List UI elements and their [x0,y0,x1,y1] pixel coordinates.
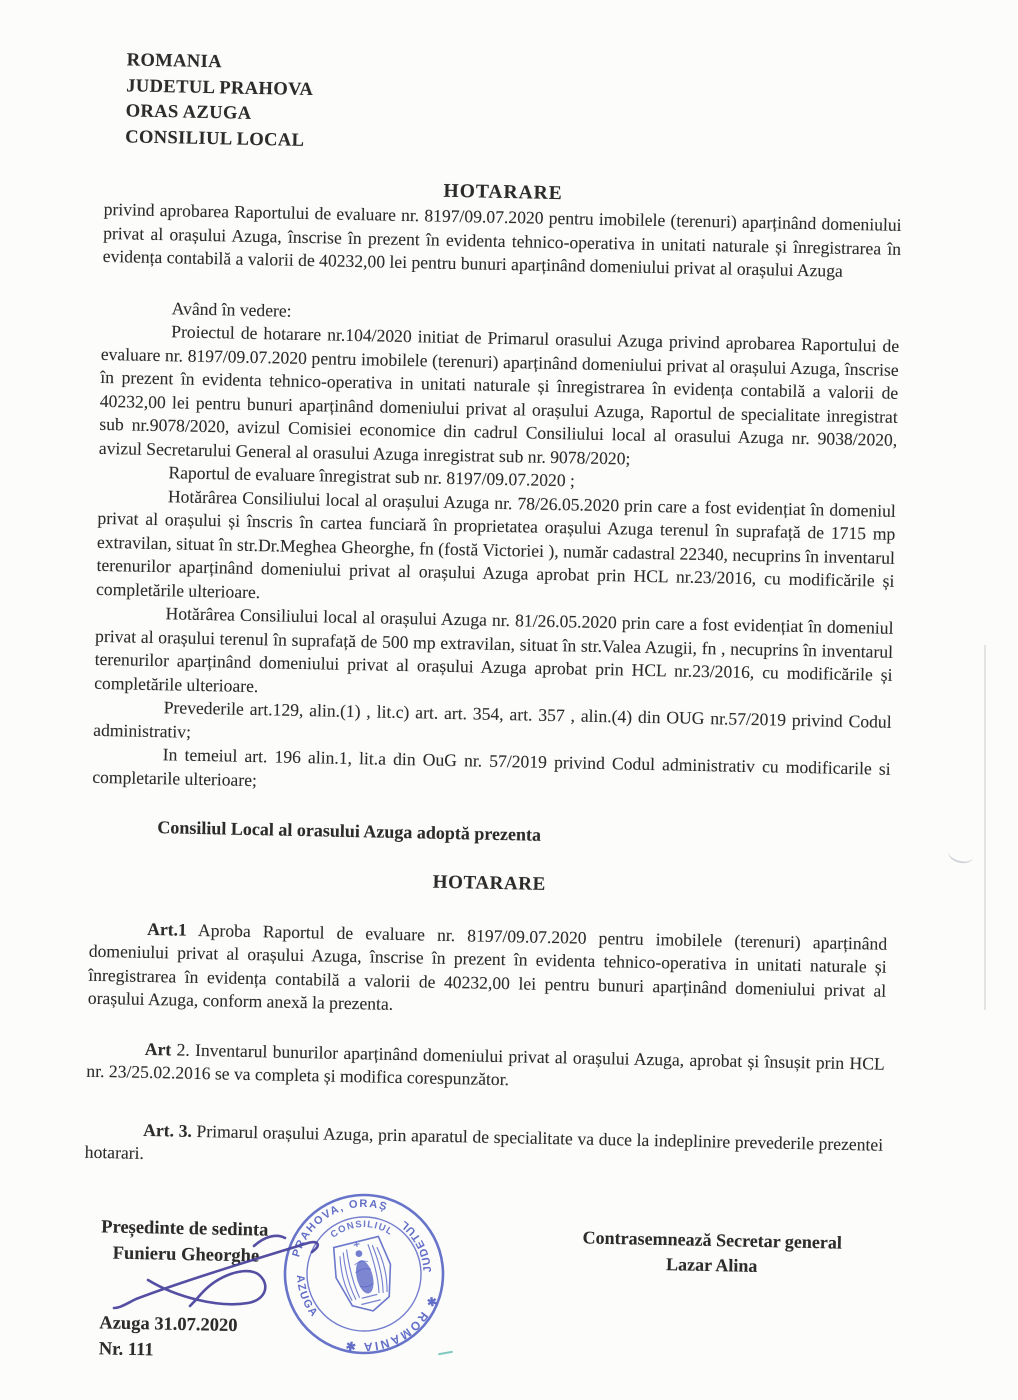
countersign-title: Contrasemnează Secretar general [582,1227,843,1253]
recital-paragraph: Hotărârea Consiliului local al orașului Azuga nr. 81/26.05.2020 prin care a fost evidențiat în domeniul privat al orașului terenul în suprafață de 500 mp extravilan, situat în str.Valea Azugii, fn , necuprins în inventarul terenurilor aparținând domeniului privat al orașului Azuga aprobat prin HCL nr.23/2016, cu modificările și completările ulterioare. [94,603,894,696]
stamp-text-bottom: ✱ ROMÂNIA ✱ [342,1294,441,1355]
article-1-label: Art.1 [147,918,188,940]
article-1-text: Aproba Raportul de evaluare nr. 8197/09.07.2020 pentru imobilele (terenuri) aparținând domeniului privat al orașului Azuga, înscrise în prezent în evidenta tehnico-operativa in unitati naturale și înregistrarea în evidența contabilă a valorii de 40232,00 lei pentru bunuri aparținând domeniului privat al orașului Azuga, conform anexă la prezenta. [87,919,888,1014]
letterhead-line-council: CONSILIUL LOCAL [124,126,305,151]
article-2-text: 2. Inventarul bunurilor aparținând domeniului privat al orașului Azuga, aprobat și însușit prin HCL nr. 23/25.02.2016 se va completa și modifica corespunzător. [86,1038,885,1090]
letterhead-line-town: ORAS AZUGA [125,101,252,124]
decision-number: Nr. 111 [98,1339,154,1361]
article-1 [88,916,888,1026]
subject-paragraph: privind aprobarea Raportului de evaluare nr. 8197/09.07.2020 pentru imobilele (terenuri) aparținând domeniului privat al orașului Azuga, înscrise în prezent în evidenta tehnico-operativa in unitati naturale și înregistrarea în evidența contabilă a valorii de 40232,00 lei pentru bunuri aparținând domeniului privat al orașului Azuga [102,198,902,281]
recital-paragraph: Hotărârea Consiliului local al orașului Azuga nr. 78/26.05.2020 prin care a fost evidențiat în domeniul privat al orașului și înscris în cartea funciară în proprietatea orașului Azuga terenul în suprafață de 1715 mp extravilan, situat în str.Dr.Meghea Gheorghe, fn (fostă Victoriei ), număr cadastral 22340, necuprins în inventarul terenurilor aparținând domeniului privat al orașului Azuga aprobat prin HCL nr.23/2016, cu modificările și completările ulterioare. [95,485,897,602]
president-name: Funieru Gheorghe [112,1243,260,1267]
svg-text:JUDETUL [395,1214,440,1277]
letterhead [125,48,905,166]
adoption-line: Consiliul Local al orasului Azuga adoptă prezenta [157,817,542,845]
recital-paragraph: In temeiul art. 196 alin.1, lit.a din OuG nr. 57/2019 privind Codul administrativ cu modificarile si completarile ulterioare; [92,744,891,790]
article-3-label: Art. 3. [143,1119,193,1141]
article-3-text: Primarul orașului Azuga, prin aparatul de specialitate va duce la indeplinire prevederile prezentei hotarari. [84,1120,884,1163]
recital-paragraph: Raportul de evaluare înregistrat sub nr. 8197/09.07.2020 ; [168,462,576,491]
letterhead-line-county: JUDETUL PRAHOVA [125,75,314,100]
decision-title: HOTARARE [432,871,547,895]
article-2-label: Art [144,1038,172,1059]
countersign-block [552,1225,873,1281]
countersign-name: Lazar Alina [665,1254,758,1276]
letterhead-line-country: ROMANIA [126,50,223,73]
recital-paragraph: Prevederile art.129, alin.(1) , lit.c) art. art. 354, art. 357 , alin.(4) din OUG nr.57/2019 privind Codul administrativ; [93,697,892,742]
recital-paragraph: Proiectul de hotarare nr.104/2020 initiat de Primarul orasului Azuga privind aprobarea Raportului de evaluare nr. 8197/09.07.2020 pentru imobilele (terenuri) aparținând domeniului privat al orașului Azuga, înscrise în prezent în evidenta tehnico-operativa in unitati naturale și înregistrarea în evidența contabilă a valorii de 40232,00 lei pentru bunuri aparținând domeniului privat al orașului Azuga, Raportul de specialitate inregistrat sub nr.9078/2020, avizul Comisiei economice din cadrul Consiliului local al orasului Azuga nr. 9038/2020, avizul Secretarului General al orasului Azuga inregistrat sub nr. 9078/2020; [98,321,900,469]
article-2 [86,1036,885,1099]
place-date: Azuga 31.07.2020 [99,1313,238,1337]
scan-artifact-line [984,645,986,1010]
document-title: HOTARARE [443,180,563,205]
stamp-text-top: PRAHOVA, ORAȘ [290,1197,390,1259]
having-regard-label: Având în vedere: [171,297,292,321]
stamp-text-right: JUDETUL [397,1217,435,1273]
president-title: Președinte de sedinta [101,1217,269,1241]
stamp-text-inner: CONSILIUL [328,1218,396,1241]
stamp-text-left: AZUGA [293,1274,321,1320]
handwritten-signature [106,1222,346,1322]
article-3 [85,1117,884,1180]
